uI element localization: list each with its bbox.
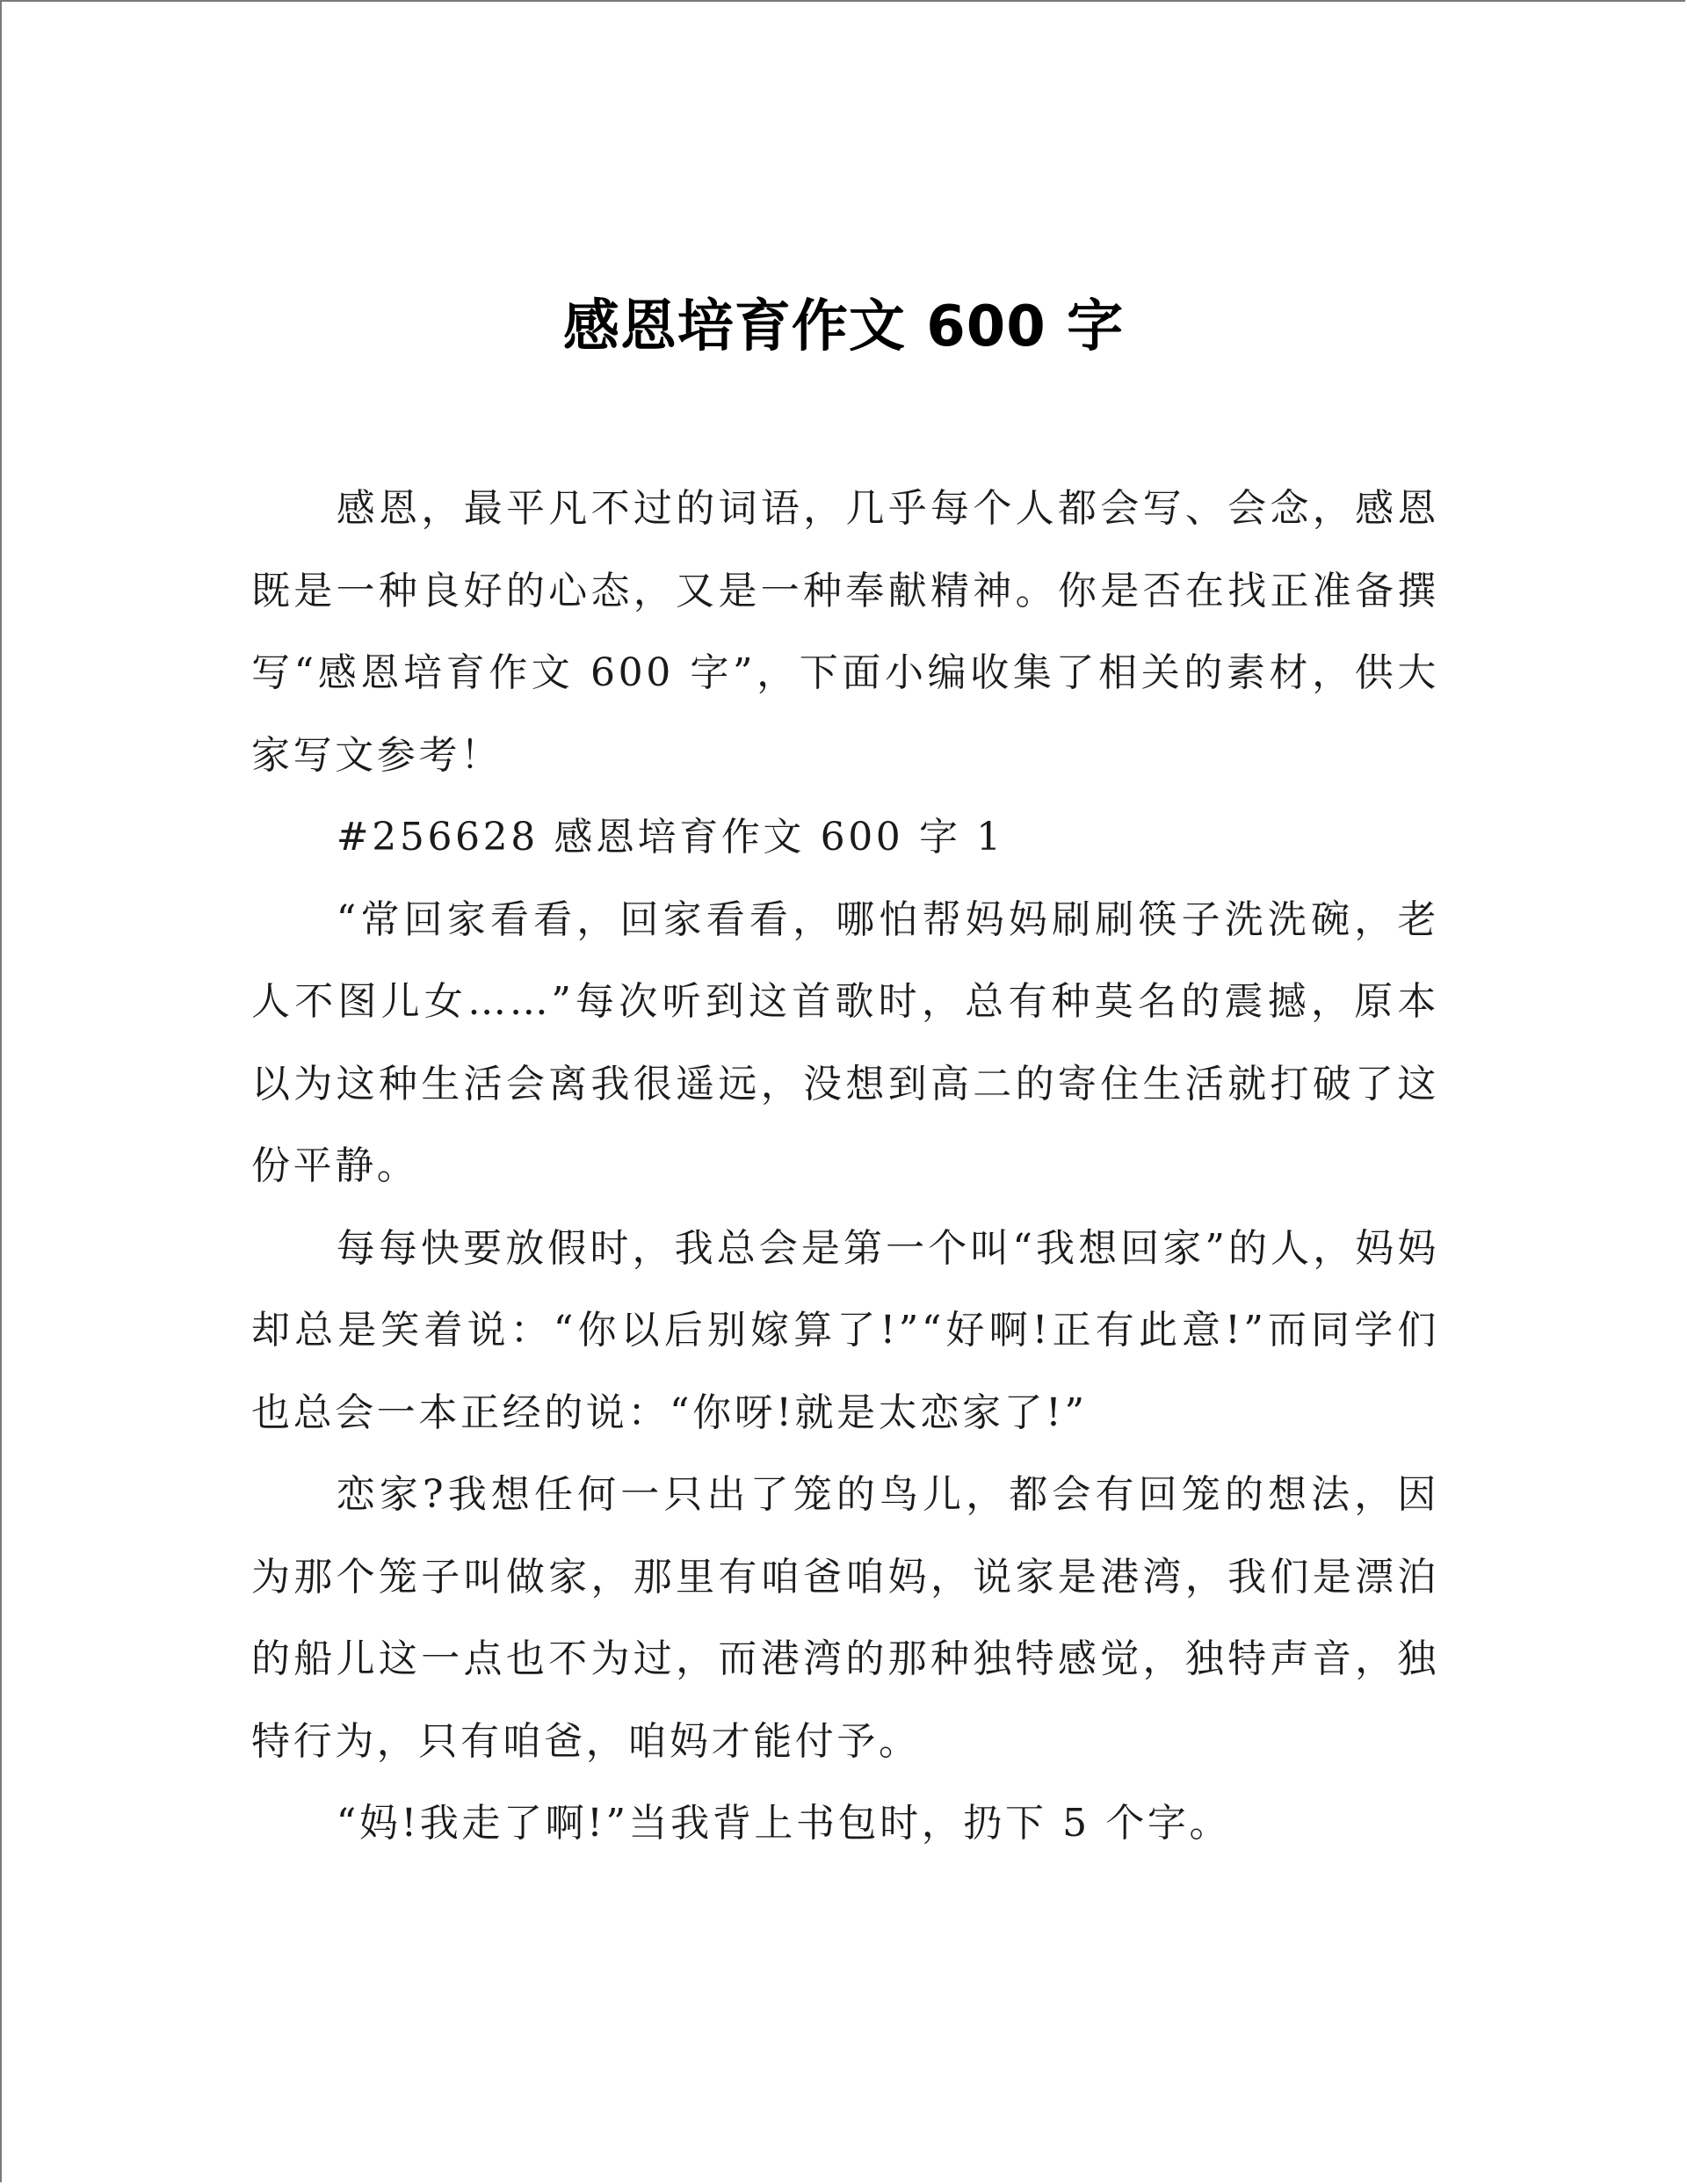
paragraph-intro: 感恩，最平凡不过的词语，几乎每个人都会写、会念，感恩既是一种良好的心态，又是一种奉献精神。你是否在找正准备撰写“感恩培育作文 600 字”，下面小编收集了相关的素材，供大家写文参考！ — [251, 486, 1439, 778]
paragraph: 恋家?我想任何一只出了笼的鸟儿，都会有回笼的想法，因为那个笼子叫做家，那里有咱爸咱妈，说家是港湾，我们是漂泊的船儿这一点也不为过，而港湾的那种独特感觉，独特声音，独特行为，只有咱爸，咱妈才能付予。 — [251, 1472, 1439, 1764]
paragraph-section-heading: #256628 感恩培育作文 600 字 1 — [336, 815, 1004, 860]
document-title: 感恩培育作文 600 字 — [562, 294, 1125, 359]
document-body — [251, 468, 1439, 1865]
paragraph: “常回家看看，回家看看，哪怕帮妈妈刷刷筷子洗洗碗，老人不图儿女……”每次听到这首歌时，总有种莫名的震撼，原本以为这种生活会离我很遥远，没想到高二的寄住生活就打破了这份平静。 — [251, 896, 1439, 1188]
paragraph: 每每快要放假时，我总会是第一个叫“我想回家”的人，妈妈却总是笑着说：“你以后别嫁算了!”“好啊!正有此意!”而同学们也总会一本正经的说：“你呀!就是太恋家了!” — [251, 1225, 1439, 1435]
paragraph: “妈!我走了啊!”当我背上书包时，扔下 5 个字。 — [336, 1801, 1232, 1846]
